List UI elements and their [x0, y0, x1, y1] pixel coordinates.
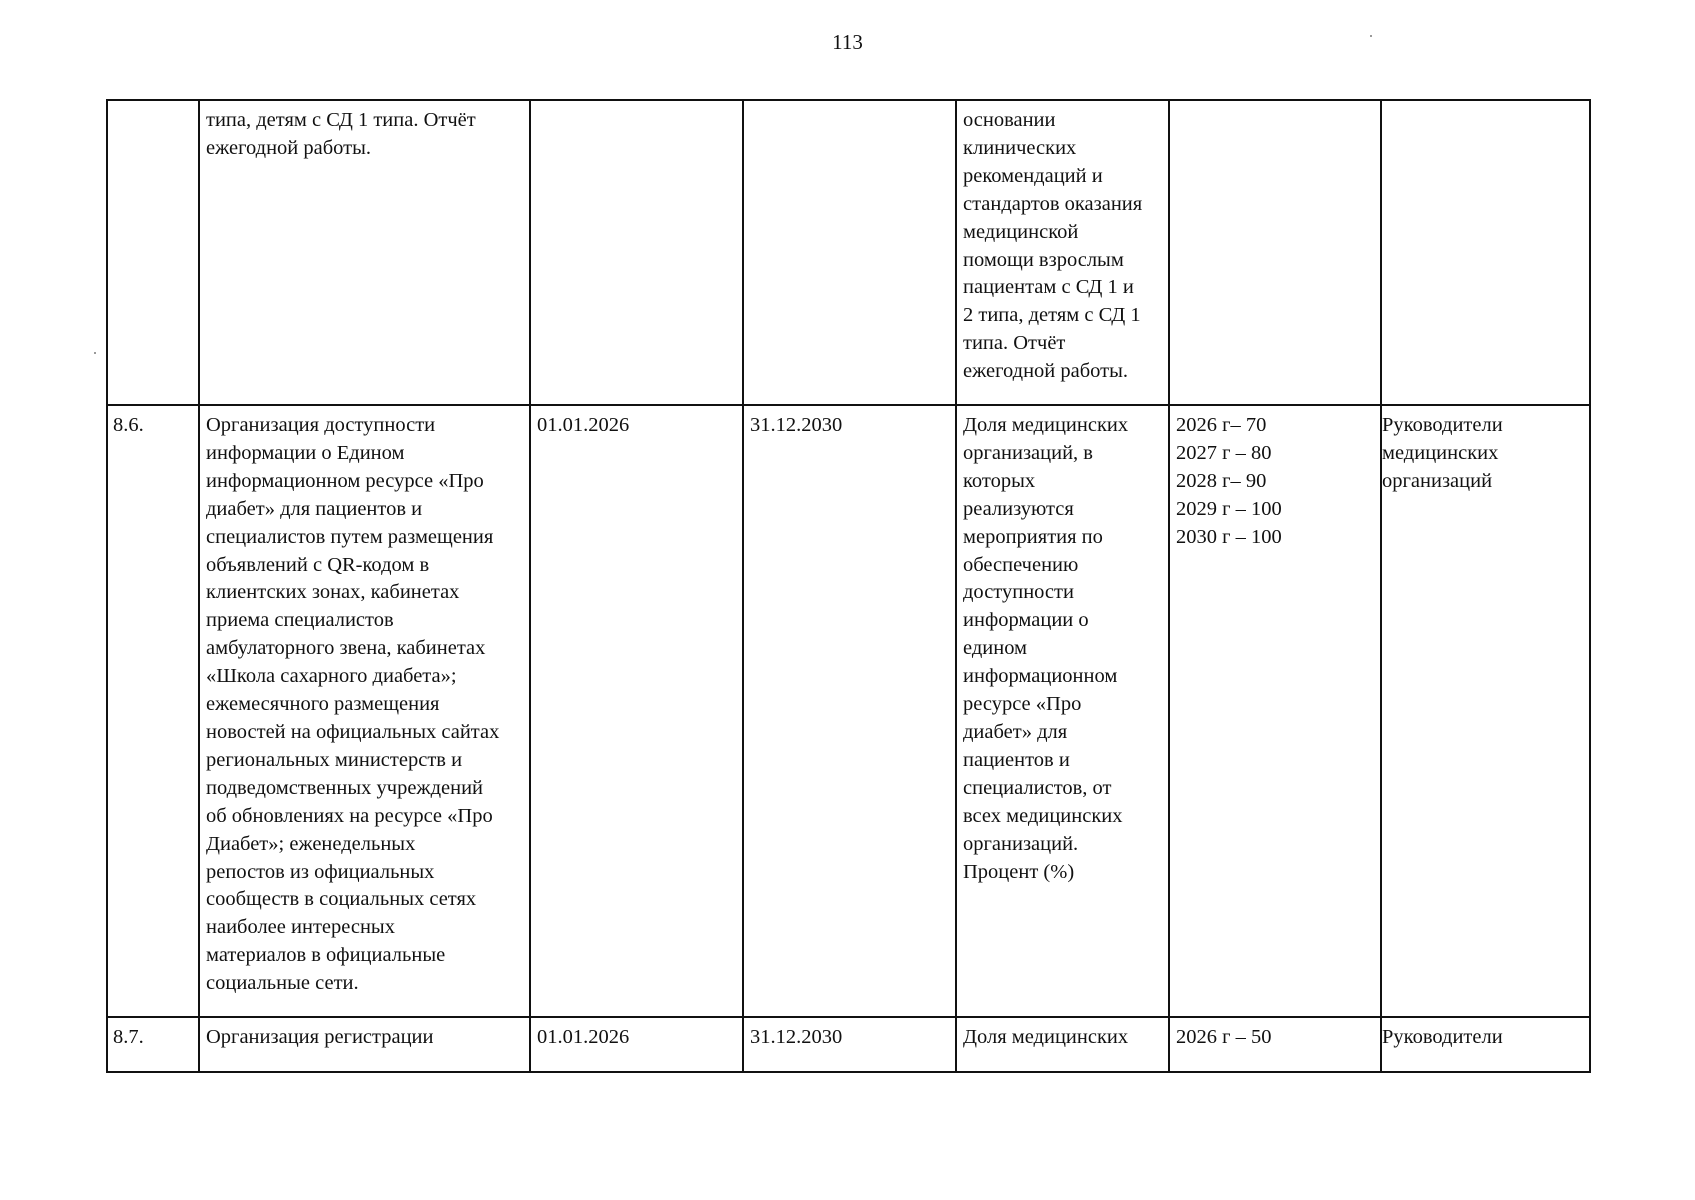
- page-number: 113: [832, 30, 863, 54]
- cell-activity: Организация доступности информации о Едином информационном ресурсе «Про диабет» для пациентов и специалистов путем размещения объявлений с QR-кодом в клиентских зонах, кабинетах приема специалистов амбулаторного звена, кабинетах «Школа сахарного диабета»; ежемесячного размещения новостей на официальных сайтах региональных министерств и подведомственных учреждений об обновлениях на ресурсе «Про Диабет»; еженедельных репостов из официальных сообществ в социальных сетях наиболее интересных материалов в официальные социальные сети.: [199, 405, 530, 1017]
- measures-table: [106, 99, 1591, 1073]
- cell-end-date: [743, 100, 956, 405]
- cell-responsible: [1381, 100, 1590, 405]
- table-row-continued: [107, 100, 1590, 405]
- cell-number: [107, 100, 199, 405]
- scan-artifact-dot: [1370, 35, 1372, 37]
- table-row-8-7: [107, 1017, 1590, 1072]
- cell-indicator: Доля медицинских организаций, в которых реализуются мероприятия по обеспечению доступности информации о едином информационном ресурсе «Про диабет» для пациентов и специалистов, от всех медицинских организаций. Процент (%): [956, 405, 1169, 1017]
- cell-activity: Организация регистрации: [199, 1017, 530, 1072]
- cell-end-date: 31.12.2030: [743, 1017, 956, 1072]
- cell-target-values: 2026 г – 50: [1169, 1017, 1381, 1072]
- cell-target-values: [1169, 100, 1381, 405]
- cell-responsible: Руководители: [1381, 1017, 1590, 1072]
- cell-responsible: Руководители медицинских организаций: [1381, 405, 1590, 1017]
- cell-indicator: Доля медицинских: [956, 1017, 1169, 1072]
- cell-end-date: 31.12.2030: [743, 405, 956, 1017]
- cell-number: 8.6.: [107, 405, 199, 1017]
- table-row-8-6: [107, 405, 1590, 1017]
- cell-number: 8.7.: [107, 1017, 199, 1072]
- cell-start-date: 01.01.2026: [530, 1017, 743, 1072]
- scan-artifact-dot: [94, 352, 96, 354]
- cell-activity: типа, детям с СД 1 типа. Отчёт ежегодной работы.: [199, 100, 530, 405]
- cell-start-date: [530, 100, 743, 405]
- cell-start-date: 01.01.2026: [530, 405, 743, 1017]
- cell-target-values: 2026 г– 70 2027 г – 80 2028 г– 90 2029 г – 100 2030 г – 100: [1169, 405, 1381, 1017]
- cell-indicator: основании клинических рекомендаций и стандартов оказания медицинской помощи взрослым пациентам с СД 1 и 2 типа, детям с СД 1 типа. Отчёт ежегодной работы.: [956, 100, 1169, 405]
